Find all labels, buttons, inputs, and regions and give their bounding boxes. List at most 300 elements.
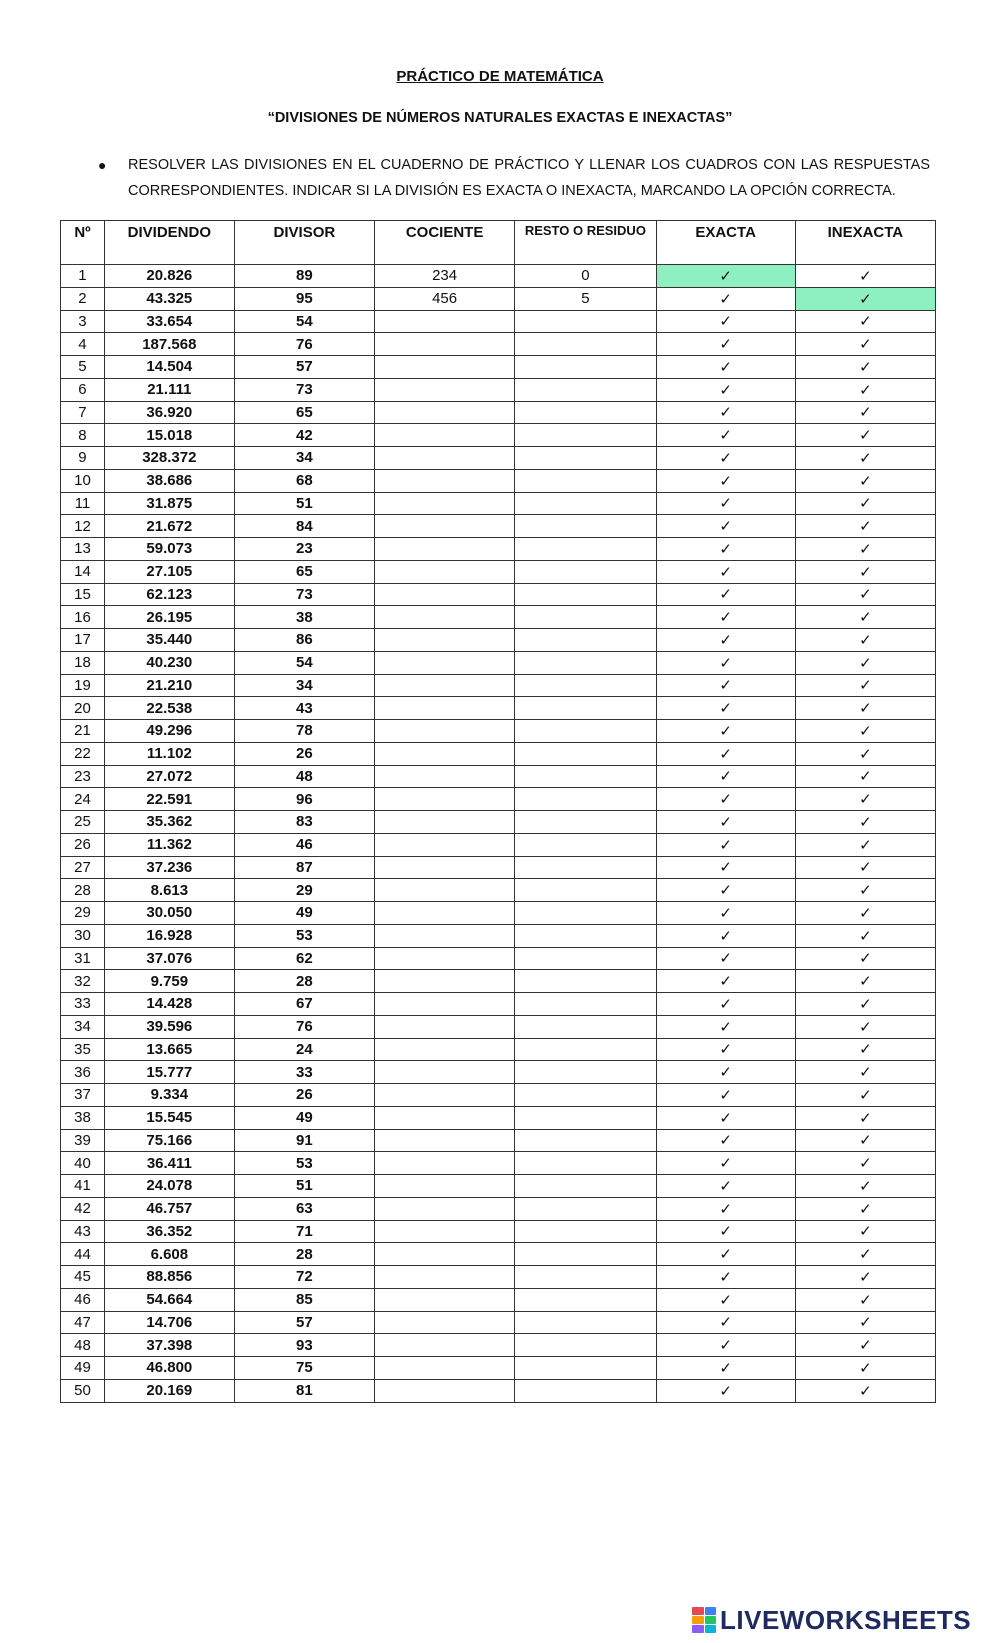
divisor-cell: 67 [234,993,374,1016]
inexacta-option[interactable]: ✓ [795,356,935,379]
inexacta-option[interactable]: ✓ [795,697,935,720]
dividend-cell: 9.334 [104,1084,234,1107]
divisor-cell: 65 [234,401,374,424]
remainder-input[interactable] [515,720,656,743]
dividend-cell: 14.428 [104,993,234,1016]
dividend-cell: 36.352 [104,1220,234,1243]
table-row [61,765,936,788]
dividend-cell: 187.568 [104,333,234,356]
quotient-input[interactable] [374,720,514,743]
exacta-option[interactable]: ✓ [656,1175,795,1198]
quotient-input[interactable] [374,970,514,993]
row-number: 28 [61,879,105,902]
remainder-input[interactable] [515,606,656,629]
row-number: 46 [61,1288,105,1311]
row-number: 48 [61,1334,105,1357]
quotient-input[interactable] [374,447,514,470]
table-row [61,492,936,515]
inexacta-option[interactable]: ✓ [795,674,935,697]
exacta-option[interactable]: ✓ [656,879,795,902]
inexacta-option[interactable]: ✓ [795,1197,935,1220]
inexacta-option[interactable]: ✓ [795,1152,935,1175]
remainder-input[interactable] [515,1243,656,1266]
table-row [61,1266,936,1289]
divisor-cell: 75 [234,1357,374,1380]
table-row [61,697,936,720]
row-number: 44 [61,1243,105,1266]
divisor-cell: 85 [234,1288,374,1311]
quotient-input[interactable] [374,811,514,834]
inexacta-option[interactable]: ✓ [795,1266,935,1289]
remainder-input[interactable] [515,811,656,834]
exacta-option[interactable]: ✓ [656,629,795,652]
exacta-option[interactable]: ✓ [656,970,795,993]
exacta-option[interactable]: ✓ [656,287,795,310]
exacta-option[interactable]: ✓ [656,1038,795,1061]
remainder-input[interactable] [515,447,656,470]
inexacta-option[interactable]: ✓ [795,1379,935,1402]
quotient-input[interactable] [374,1129,514,1152]
exacta-option[interactable]: ✓ [656,515,795,538]
divisor-cell: 72 [234,1266,374,1289]
divisor-cell: 33 [234,1061,374,1084]
table-row [61,1311,936,1334]
table-row [61,1357,936,1380]
exacta-option[interactable]: ✓ [656,424,795,447]
inexacta-option[interactable]: ✓ [795,1357,935,1380]
row-number: 39 [61,1129,105,1152]
dividend-cell: 11.362 [104,833,234,856]
dividend-cell: 35.440 [104,629,234,652]
divisor-cell: 51 [234,492,374,515]
inexacta-option[interactable]: ✓ [795,447,935,470]
quotient-input[interactable] [374,1197,514,1220]
remainder-input[interactable] [515,469,656,492]
quotient-input[interactable] [374,902,514,925]
remainder-input[interactable] [515,924,656,947]
remainder-input[interactable] [515,583,656,606]
inexacta-option[interactable]: ✓ [795,1129,935,1152]
remainder-input[interactable] [515,1379,656,1402]
inexacta-option[interactable]: ✓ [795,833,935,856]
remainder-input[interactable] [515,765,656,788]
dividend-cell: 33.654 [104,310,234,333]
remainder-input[interactable] [515,1311,656,1334]
dividend-cell: 9.759 [104,970,234,993]
remainder-input[interactable] [515,356,656,379]
quotient-input[interactable] [374,333,514,356]
inexacta-option[interactable]: ✓ [795,1175,935,1198]
quotient-input[interactable] [374,1311,514,1334]
remainder-input[interactable] [515,538,656,561]
dividend-cell: 15.545 [104,1106,234,1129]
inexacta-option[interactable]: ✓ [795,287,935,310]
table-row [61,583,936,606]
exacta-option[interactable]: ✓ [656,1015,795,1038]
inexacta-option[interactable]: ✓ [795,1015,935,1038]
inexacta-option[interactable]: ✓ [795,1084,935,1107]
inexacta-option[interactable]: ✓ [795,401,935,424]
quotient-input[interactable] [374,947,514,970]
inexacta-option[interactable]: ✓ [795,1038,935,1061]
divisor-cell: 91 [234,1129,374,1152]
dividend-cell: 39.596 [104,1015,234,1038]
exacta-option[interactable]: ✓ [656,720,795,743]
quotient-input[interactable] [374,1357,514,1380]
quotient-input[interactable] [374,560,514,583]
row-number: 35 [61,1038,105,1061]
inexacta-option[interactable]: ✓ [795,720,935,743]
header-quotient: COCIENTE [374,221,514,265]
inexacta-option[interactable]: ✓ [795,651,935,674]
exacta-option[interactable]: ✓ [656,833,795,856]
quotient-input[interactable] [374,606,514,629]
exacta-option[interactable]: ✓ [656,788,795,811]
exacta-option[interactable]: ✓ [656,742,795,765]
table-row [61,1220,936,1243]
header-divisor: DIVISOR [234,221,374,265]
quotient-input[interactable]: 234 [374,265,514,288]
remainder-input[interactable] [515,1357,656,1380]
remainder-input[interactable]: 0 [515,265,656,288]
exacta-option[interactable]: ✓ [656,1084,795,1107]
inexacta-option[interactable]: ✓ [795,742,935,765]
row-number: 3 [61,310,105,333]
quotient-input[interactable] [374,697,514,720]
remainder-input[interactable] [515,333,656,356]
remainder-input[interactable] [515,833,656,856]
divisor-cell: 76 [234,1015,374,1038]
remainder-input[interactable] [515,902,656,925]
row-number: 24 [61,788,105,811]
inexacta-option[interactable]: ✓ [795,1334,935,1357]
inexacta-option[interactable]: ✓ [795,924,935,947]
dividend-cell: 16.928 [104,924,234,947]
row-number: 13 [61,538,105,561]
page-title: PRÁCTICO DE MATEMÁTICA [396,68,604,85]
quotient-input[interactable] [374,1266,514,1289]
remainder-input[interactable] [515,674,656,697]
remainder-input[interactable] [515,788,656,811]
exacta-option[interactable]: ✓ [656,1357,795,1380]
quotient-input[interactable] [374,469,514,492]
table-row [61,1175,936,1198]
quotient-input[interactable] [374,356,514,379]
quotient-input[interactable] [374,1334,514,1357]
dividend-cell: 62.123 [104,583,234,606]
remainder-input[interactable] [515,879,656,902]
row-number: 2 [61,287,105,310]
quotient-input[interactable] [374,378,514,401]
exacta-option[interactable]: ✓ [656,583,795,606]
table-row [61,1243,936,1266]
remainder-input[interactable] [515,1288,656,1311]
exacta-option[interactable]: ✓ [656,651,795,674]
row-number: 34 [61,1015,105,1038]
remainder-input[interactable] [515,1175,656,1198]
exacta-option[interactable]: ✓ [656,1129,795,1152]
inexacta-option[interactable]: ✓ [795,629,935,652]
divisor-cell: 95 [234,287,374,310]
remainder-input[interactable] [515,424,656,447]
remainder-input[interactable] [515,378,656,401]
inexacta-option[interactable]: ✓ [795,970,935,993]
exacta-option[interactable]: ✓ [656,492,795,515]
quotient-input[interactable] [374,1152,514,1175]
exacta-option[interactable]: ✓ [656,947,795,970]
inexacta-option[interactable]: ✓ [795,333,935,356]
logo-mark-square [692,1616,704,1624]
divisor-cell: 26 [234,742,374,765]
inexacta-option[interactable]: ✓ [795,765,935,788]
divisor-cell: 78 [234,720,374,743]
inexacta-option[interactable]: ✓ [795,378,935,401]
quotient-input[interactable] [374,424,514,447]
inexacta-option[interactable]: ✓ [795,1243,935,1266]
exacta-option[interactable]: ✓ [656,856,795,879]
row-number: 25 [61,811,105,834]
quotient-input[interactable] [374,1038,514,1061]
dividend-cell: 14.706 [104,1311,234,1334]
row-number: 5 [61,356,105,379]
exacta-option[interactable]: ✓ [656,560,795,583]
quotient-input[interactable] [374,1175,514,1198]
inexacta-option[interactable]: ✓ [795,424,935,447]
exacta-option[interactable]: ✓ [656,924,795,947]
exacta-option[interactable]: ✓ [656,265,795,288]
quotient-input[interactable] [374,629,514,652]
row-number: 15 [61,583,105,606]
table-row [61,879,936,902]
quotient-input[interactable] [374,515,514,538]
divisor-cell: 68 [234,469,374,492]
inexacta-option[interactable]: ✓ [795,788,935,811]
row-number: 33 [61,993,105,1016]
quotient-input[interactable] [374,1084,514,1107]
exacta-option[interactable]: ✓ [656,447,795,470]
row-number: 10 [61,469,105,492]
inexacta-option[interactable]: ✓ [795,947,935,970]
row-number: 40 [61,1152,105,1175]
remainder-input[interactable] [515,1084,656,1107]
remainder-input[interactable] [515,970,656,993]
quotient-input[interactable] [374,765,514,788]
quotient-input[interactable] [374,1379,514,1402]
inexacta-option[interactable]: ✓ [795,1106,935,1129]
row-number: 18 [61,651,105,674]
remainder-input[interactable] [515,742,656,765]
remainder-input[interactable] [515,1220,656,1243]
dividend-cell: 26.195 [104,606,234,629]
row-number: 11 [61,492,105,515]
quotient-input[interactable] [374,742,514,765]
inexacta-option[interactable]: ✓ [795,265,935,288]
exacta-option[interactable]: ✓ [656,1243,795,1266]
remainder-input[interactable] [515,310,656,333]
quotient-input[interactable] [374,788,514,811]
remainder-input[interactable] [515,1266,656,1289]
inexacta-option[interactable]: ✓ [795,1220,935,1243]
inexacta-option[interactable]: ✓ [795,856,935,879]
row-number: 32 [61,970,105,993]
remainder-input[interactable] [515,1015,656,1038]
exacta-option[interactable]: ✓ [656,902,795,925]
remainder-input[interactable] [515,1197,656,1220]
quotient-input[interactable] [374,924,514,947]
remainder-input[interactable] [515,856,656,879]
exacta-option[interactable]: ✓ [656,378,795,401]
exacta-option[interactable]: ✓ [656,993,795,1016]
exacta-option[interactable]: ✓ [656,606,795,629]
page-subtitle: “DIVISIONES DE NÚMEROS NATURALES EXACTAS E INEXACTAS” [267,110,733,126]
quotient-input[interactable] [374,1015,514,1038]
exacta-option[interactable]: ✓ [656,1106,795,1129]
remainder-input[interactable] [515,515,656,538]
quotient-input[interactable] [374,833,514,856]
exacta-option[interactable]: ✓ [656,1334,795,1357]
remainder-input[interactable] [515,1038,656,1061]
exacta-option[interactable]: ✓ [656,1266,795,1289]
table-row [61,287,936,310]
exacta-option[interactable]: ✓ [656,1379,795,1402]
exacta-option[interactable]: ✓ [656,811,795,834]
exacta-option[interactable]: ✓ [656,538,795,561]
divisor-cell: 29 [234,879,374,902]
dividend-cell: 46.757 [104,1197,234,1220]
inexacta-option[interactable]: ✓ [795,811,935,834]
exacta-option[interactable]: ✓ [656,310,795,333]
row-number: 50 [61,1379,105,1402]
quotient-input[interactable] [374,856,514,879]
divisor-cell: 89 [234,265,374,288]
inexacta-option[interactable]: ✓ [795,1311,935,1334]
divisor-cell: 54 [234,651,374,674]
quotient-input[interactable]: 456 [374,287,514,310]
table-row [61,993,936,1016]
row-number: 17 [61,629,105,652]
divisor-cell: 96 [234,788,374,811]
divisor-cell: 57 [234,1311,374,1334]
quotient-input[interactable] [374,401,514,424]
inexacta-option[interactable]: ✓ [795,538,935,561]
inexacta-option[interactable]: ✓ [795,469,935,492]
table-row [61,310,936,333]
table-row [61,1334,936,1357]
inexacta-option[interactable]: ✓ [795,993,935,1016]
inexacta-option[interactable]: ✓ [795,879,935,902]
exacta-option[interactable]: ✓ [656,469,795,492]
inexacta-option[interactable]: ✓ [795,310,935,333]
inexacta-option[interactable]: ✓ [795,1288,935,1311]
inexacta-option[interactable]: ✓ [795,492,935,515]
table-row [61,924,936,947]
quotient-input[interactable] [374,1061,514,1084]
remainder-input[interactable] [515,651,656,674]
table-row [61,947,936,970]
remainder-input[interactable] [515,401,656,424]
inexacta-option[interactable]: ✓ [795,515,935,538]
exacta-option[interactable]: ✓ [656,674,795,697]
quotient-input[interactable] [374,538,514,561]
inexacta-option[interactable]: ✓ [795,560,935,583]
header-number: Nº [61,221,105,265]
quotient-input[interactable] [374,879,514,902]
remainder-input[interactable] [515,492,656,515]
quotient-input[interactable] [374,1220,514,1243]
divisor-cell: 86 [234,629,374,652]
remainder-input[interactable] [515,629,656,652]
divisor-cell: 62 [234,947,374,970]
inexacta-option[interactable]: ✓ [795,583,935,606]
remainder-input[interactable] [515,1061,656,1084]
dividend-cell: 31.875 [104,492,234,515]
quotient-input[interactable] [374,492,514,515]
quotient-input[interactable] [374,1106,514,1129]
inexacta-option[interactable]: ✓ [795,1061,935,1084]
dividend-cell: 15.018 [104,424,234,447]
row-number: 23 [61,765,105,788]
remainder-input[interactable] [515,1334,656,1357]
quotient-input[interactable] [374,310,514,333]
header-inexacta: INEXACTA [795,221,935,265]
exacta-option[interactable]: ✓ [656,1220,795,1243]
exacta-option[interactable]: ✓ [656,401,795,424]
quotient-input[interactable] [374,674,514,697]
table-row [61,833,936,856]
exacta-option[interactable]: ✓ [656,1197,795,1220]
divisor-cell: 42 [234,424,374,447]
remainder-input[interactable] [515,1152,656,1175]
dividend-cell: 37.398 [104,1334,234,1357]
divisor-cell: 49 [234,902,374,925]
quotient-input[interactable] [374,1243,514,1266]
exacta-option[interactable]: ✓ [656,1061,795,1084]
row-number: 20 [61,697,105,720]
exacta-option[interactable]: ✓ [656,1311,795,1334]
quotient-input[interactable] [374,651,514,674]
remainder-input[interactable] [515,1106,656,1129]
liveworksheets-logo [692,1604,971,1636]
exacta-option[interactable]: ✓ [656,1288,795,1311]
remainder-input[interactable]: 5 [515,287,656,310]
exacta-option[interactable]: ✓ [656,697,795,720]
quotient-input[interactable] [374,1288,514,1311]
table-row [61,356,936,379]
table-row [61,1197,936,1220]
exacta-option[interactable]: ✓ [656,356,795,379]
quotient-input[interactable] [374,993,514,1016]
divisor-cell: 73 [234,583,374,606]
inexacta-option[interactable]: ✓ [795,902,935,925]
remainder-input[interactable] [515,993,656,1016]
remainder-input[interactable] [515,560,656,583]
remainder-input[interactable] [515,1129,656,1152]
logo-text: LIVEWORKSHEETS [720,1604,972,1635]
table-row [61,902,936,925]
header-remainder: RESTO O RESIDUO [515,221,656,265]
dividend-cell: 20.169 [104,1379,234,1402]
row-number: 16 [61,606,105,629]
quotient-input[interactable] [374,583,514,606]
exacta-option[interactable]: ✓ [656,765,795,788]
inexacta-option[interactable]: ✓ [795,606,935,629]
table-row [61,856,936,879]
exacta-option[interactable]: ✓ [656,1152,795,1175]
remainder-input[interactable] [515,947,656,970]
remainder-input[interactable] [515,697,656,720]
row-number: 45 [61,1266,105,1289]
exacta-option[interactable]: ✓ [656,333,795,356]
